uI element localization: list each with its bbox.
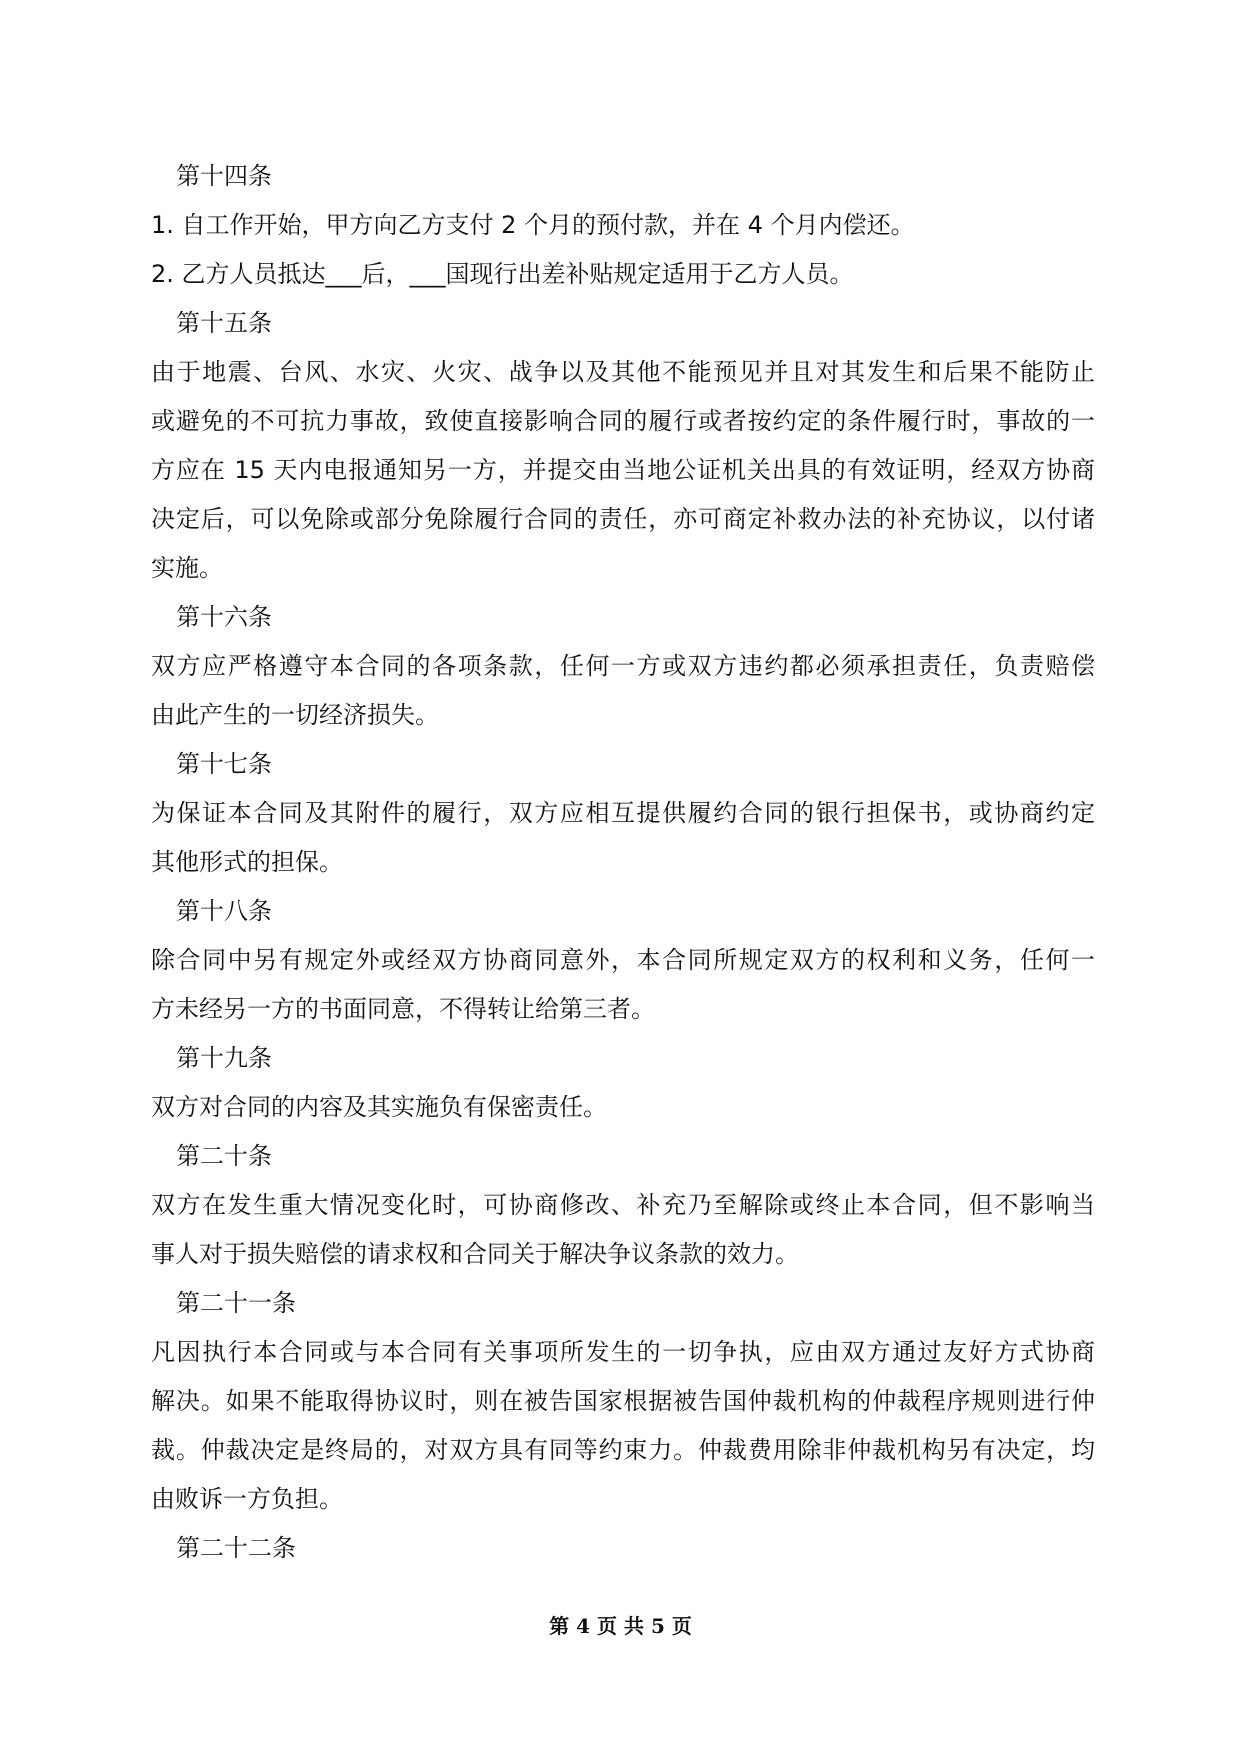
article-paragraph <box>151 250 1095 299</box>
heading-text: 第十八条 <box>176 897 272 925</box>
document-body <box>151 152 1095 1573</box>
article-paragraph <box>151 1181 1095 1279</box>
paragraph-line: 解决。如果不能取得协议时，则在被告国家根据被告国仲裁机构的仲裁程序规则进行仲 <box>151 1387 1095 1415</box>
article-paragraph <box>151 642 1095 740</box>
heading-text: 第十九条 <box>176 1044 272 1072</box>
article-paragraph <box>151 201 1095 250</box>
heading-text: 第十六条 <box>176 603 272 631</box>
paragraph-line: 双方对合同的内容及其实施负有保密责任。 <box>151 1093 607 1121</box>
paragraph-line: 决定后，可以免除或部分免除履行合同的责任，亦可商定补救办法的补充协议，以付诸 <box>151 505 1095 533</box>
paragraph-line: 由败诉一方负担。 <box>151 1485 343 1513</box>
heading-text: 第十七条 <box>176 750 272 778</box>
article-paragraph <box>151 348 1095 593</box>
paragraph-line: 除合同中另有规定外或经双方协商同意外，本合同所规定双方的权利和义务，任何一 <box>151 946 1095 974</box>
paragraph-line: 事人对于损失赔偿的请求权和合同关于解决争议条款的效力。 <box>151 1240 799 1268</box>
heading-text: 第十四条 <box>176 162 272 190</box>
article-heading <box>151 1279 1095 1328</box>
article-heading <box>151 299 1095 348</box>
paragraph-line: 1. 自工作开始，甲方向乙方支付 2 个月的预付款，并在 4 个月内偿还。 <box>151 211 915 239</box>
article-heading <box>151 887 1095 936</box>
paragraph-line: 方应在 15 天内电报通知另一方，并提交由当地公证机关出具的有效证明，经双方协商 <box>151 456 1095 484</box>
paragraph-line: 凡因执行本合同或与本合同有关事项所发生的一切争执，应由双方通过友好方式协商 <box>151 1338 1095 1366</box>
article-heading <box>151 1524 1095 1573</box>
article-heading <box>151 152 1095 201</box>
paragraph-line: 双方应严格遵守本合同的各项条款，任何一方或双方违约都必须承担责任，负责赔偿 <box>151 652 1095 680</box>
article-paragraph <box>151 789 1095 887</box>
article-paragraph <box>151 1083 1095 1132</box>
paragraph-line: 方未经另一方的书面同意，不得转让给第三者。 <box>151 995 655 1023</box>
paragraph-line: 或避免的不可抗力事故，致使直接影响合同的履行或者按约定的条件履行时，事故的一 <box>151 407 1095 435</box>
article-heading <box>151 1034 1095 1083</box>
heading-text: 第二十二条 <box>176 1534 296 1562</box>
heading-text: 第十五条 <box>176 309 272 337</box>
article-paragraph <box>151 1328 1095 1524</box>
page-number-footer: 第 4 页 共 5 页 <box>549 1614 692 1638</box>
paragraph-line: 2. 乙方人员抵达___后，___国现行出差补贴规定适用于乙方人员。 <box>151 260 854 288</box>
paragraph-line: 由此产生的一切经济损失。 <box>151 701 439 729</box>
paragraph-line: 裁。仲裁决定是终局的，对双方具有同等约束力。仲裁费用除非仲裁机构另有决定，均 <box>151 1436 1095 1464</box>
paragraph-line: 实施。 <box>151 554 223 582</box>
article-heading <box>151 740 1095 789</box>
heading-text: 第二十一条 <box>176 1289 296 1317</box>
paragraph-line: 其他形式的担保。 <box>151 848 343 876</box>
article-paragraph <box>151 936 1095 1034</box>
paragraph-line: 由于地震、台风、水灾、火灾、战争以及其他不能预见并且对其发生和后果不能防止 <box>151 358 1095 386</box>
article-heading <box>151 1132 1095 1181</box>
article-heading <box>151 593 1095 642</box>
heading-text: 第二十条 <box>176 1142 272 1170</box>
paragraph-line: 双方在发生重大情况变化时，可协商修改、补充乃至解除或终止本合同，但不影响当 <box>151 1191 1095 1219</box>
paragraph-line: 为保证本合同及其附件的履行，双方应相互提供履约合同的银行担保书，或协商约定 <box>151 799 1095 827</box>
